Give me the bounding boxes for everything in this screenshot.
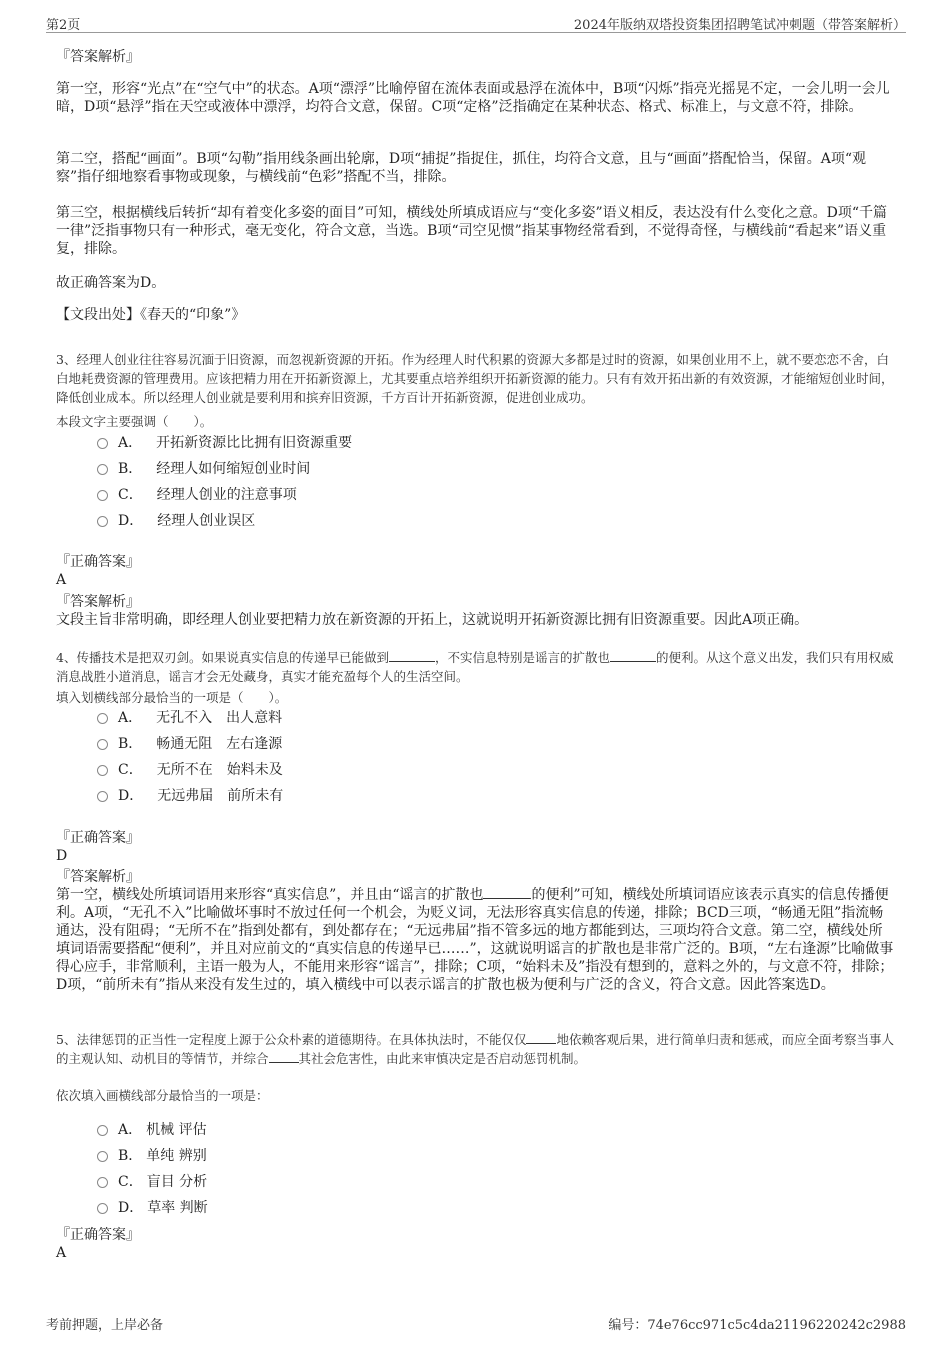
q2-analysis-para3: 第三空，根据横线后转折“却有着变化多姿的面目”可知，横线处所填成语应与“变化多姿”语义相反，表达没有什么变化之意。D项“千篇一律”泛指事物只有一种形式，毫无变化，符合文意，当选。B项“司空见惯”指某事物经常看到，不觉得奇怪，与横线前“看起来”语义重复，排除。 xyxy=(56,205,888,257)
q3-prompt: 本段文字主要强调（ ）。 xyxy=(56,414,213,429)
q4-answer: D xyxy=(56,848,68,864)
footer-slogan: 考前押题，上岸必备 xyxy=(46,1318,164,1333)
q3-answer-title: 『正确答案』 xyxy=(56,554,140,570)
page-header xyxy=(46,10,906,33)
radio-icon[interactable] xyxy=(97,765,108,776)
blank-line xyxy=(389,649,435,662)
q4-option-b[interactable]: B． 畅通无阻 左右逢源 xyxy=(97,735,282,753)
radio-icon[interactable] xyxy=(97,791,108,802)
radio-icon[interactable] xyxy=(97,1151,108,1162)
page-number: 第2页 xyxy=(46,18,81,33)
radio-icon[interactable] xyxy=(97,739,108,750)
q2-source: 【文段出处】《春天的“印象”》 xyxy=(56,307,246,323)
q4-prompt: 填入划横线部分最恰当的一项是（ ）。 xyxy=(56,690,288,705)
q5-stem: 5、法律惩罚的正当性一定程度上源于公众朴素的道德期待。在具体执法时，不能仅仅 地依赖客观后果，进行简单归责和惩戒，而应全面考察当事人的主观认知、动机目的等情节，并综合 其社会危害性，由此来审慎决定是否启动惩罚机制。 xyxy=(56,1032,894,1066)
radio-icon[interactable] xyxy=(97,490,108,501)
q4-option-a[interactable]: A． 无孔不入 出人意料 xyxy=(97,709,282,727)
q5-answer: A xyxy=(56,1245,67,1261)
q4-answer-title: 『正确答案』 xyxy=(56,830,140,846)
q4-analysis-title: 『答案解析』 xyxy=(56,869,140,885)
q3-option-d[interactable]: D． 经理人创业误区 xyxy=(97,512,255,530)
radio-icon[interactable] xyxy=(97,1177,108,1188)
blank-line xyxy=(526,1031,556,1044)
radio-icon[interactable] xyxy=(97,713,108,724)
q3-option-b[interactable]: B． 经理人如何缩短创业时间 xyxy=(97,460,310,478)
q5-option-d[interactable]: D． 草率 判断 xyxy=(97,1199,208,1217)
blank-line xyxy=(269,1050,299,1063)
q5-option-b[interactable]: B． 单纯 辨别 xyxy=(97,1147,207,1165)
radio-icon[interactable] xyxy=(97,464,108,475)
q4-analysis: 第一空，横线处所填词语用来形容“真实信息”，并且由“谣言的扩散也 的便利”可知，横线处所填词语应该表示真实的信息传播便利。A项，“无孔不入”比喻做坏事时不放过任何一个机会，为贬义词，无法形容真实信息的传递，排除；BCD三项，“畅通无阻”指流畅通达，没有阻碍；“无所不在”指到处都有，到处都存在；“无远弗届”指不管多远的地方都能到达，三项均符合文意。第二空，横线处所填词语需要搭配“便利”，并且对应前文的“真实信息的传递早已……”，这就说明谣言的扩散也是非常广泛的。B项，“左右逢源”比喻做事得心应手，非常顺利，主语一般为人，不能用来形容“谣言”，排除；C项，“始料未及”指没有想到的，意料之外的，与文意不符，排除；D项，“前所未有”指从来没有发生过的，填入横线中可以表示谣言的扩散也极为便利与广泛的含义，符合文意。因此答案选D。 xyxy=(56,887,894,993)
q5-option-c[interactable]: C． 盲目 分析 xyxy=(97,1173,207,1191)
q2-analysis-para2: 第二空，搭配“画面”。B项“勾勒”指用线条画出轮廓，D项“捕捉”指捉住，抓住，均符合文意，且与“画面”搭配恰当，保留。A项“观察”指仔细地察看事物或现象，与横线前“色彩”搭配不当，排除。 xyxy=(56,151,867,185)
q4-stem: 4、传播技术是把双刃剑。如果说真实信息的传递早已能做到 ，不实信息特别是谣言的扩散也 的便利。从这个意义出发，我们只有用权威消息战胜小道消息，谣言才会无处藏身，真实才能充盈每个人的生活空间。 xyxy=(56,650,894,684)
q3-analysis: 文段主旨非常明确，即经理人创业要把精力放在新资源的开拓上，这就说明开拓新资源比拥有旧资源重要。因此A项正确。 xyxy=(56,612,809,628)
q5-answer-title: 『正确答案』 xyxy=(56,1227,140,1243)
q2-conclusion: 故正确答案为D。 xyxy=(56,275,166,291)
blank-line xyxy=(483,886,531,899)
radio-icon[interactable] xyxy=(97,1203,108,1214)
q3-stem: 3、经理人创业往往容易沉湎于旧资源，而忽视新资源的开拓。作为经理人时代积累的资源大多都是过时的资源，如果创业用不上，就不要恋恋不舍，白白地耗费资源的管理费用。应该把精力用在开拓新资源上，尤其要重点培养组织开拓新资源的能力。只有有效开拓出新的有效资源，才能缩短创业时间，降低创业成本。所以经理人创业就是要利用和摈弃旧资源，千方百计开拓新资源，促进创业成功。 xyxy=(56,352,894,405)
footer-serial: 编号：74e76cc971c5c4da21196220242c2988 xyxy=(608,1318,906,1333)
q5-prompt: 依次填入画横线部分最恰当的一项是： xyxy=(56,1088,269,1103)
q4-option-c[interactable]: C． 无所不在 始料未及 xyxy=(97,761,283,779)
radio-icon[interactable] xyxy=(97,516,108,527)
radio-icon[interactable] xyxy=(97,1125,108,1136)
q5-option-a[interactable]: A． 机械 评估 xyxy=(97,1121,207,1139)
q3-option-c[interactable]: C． 经理人创业的注意事项 xyxy=(97,486,297,504)
q3-answer: A xyxy=(56,572,67,588)
q4-option-d[interactable]: D． 无远弗届 前所未有 xyxy=(97,787,283,805)
document-title: 2024年版纳双塔投资集团招聘笔试冲刺题（带答案解析） xyxy=(573,18,906,33)
q3-analysis-title: 『答案解析』 xyxy=(56,594,140,610)
q2-analysis-title: 『答案解析』 xyxy=(56,49,140,65)
q2-analysis-para1: 第一空，形容“光点”在“空气中”的状态。A项“漂浮”比喻停留在流体表面或悬浮在流体中，B项“闪烁”指亮光摇晃不定，一会儿明一会儿暗，D项“悬浮”指在天空或液体中漂浮，均符合文意，保留。C项“定格”泛指确定在某种状态、格式、标准上，与文意不符，排除。 xyxy=(56,81,890,115)
q3-option-a[interactable]: A． 开拓新资源比比拥有旧资源重要 xyxy=(97,434,352,452)
blank-line xyxy=(610,649,656,662)
radio-icon[interactable] xyxy=(97,438,108,449)
